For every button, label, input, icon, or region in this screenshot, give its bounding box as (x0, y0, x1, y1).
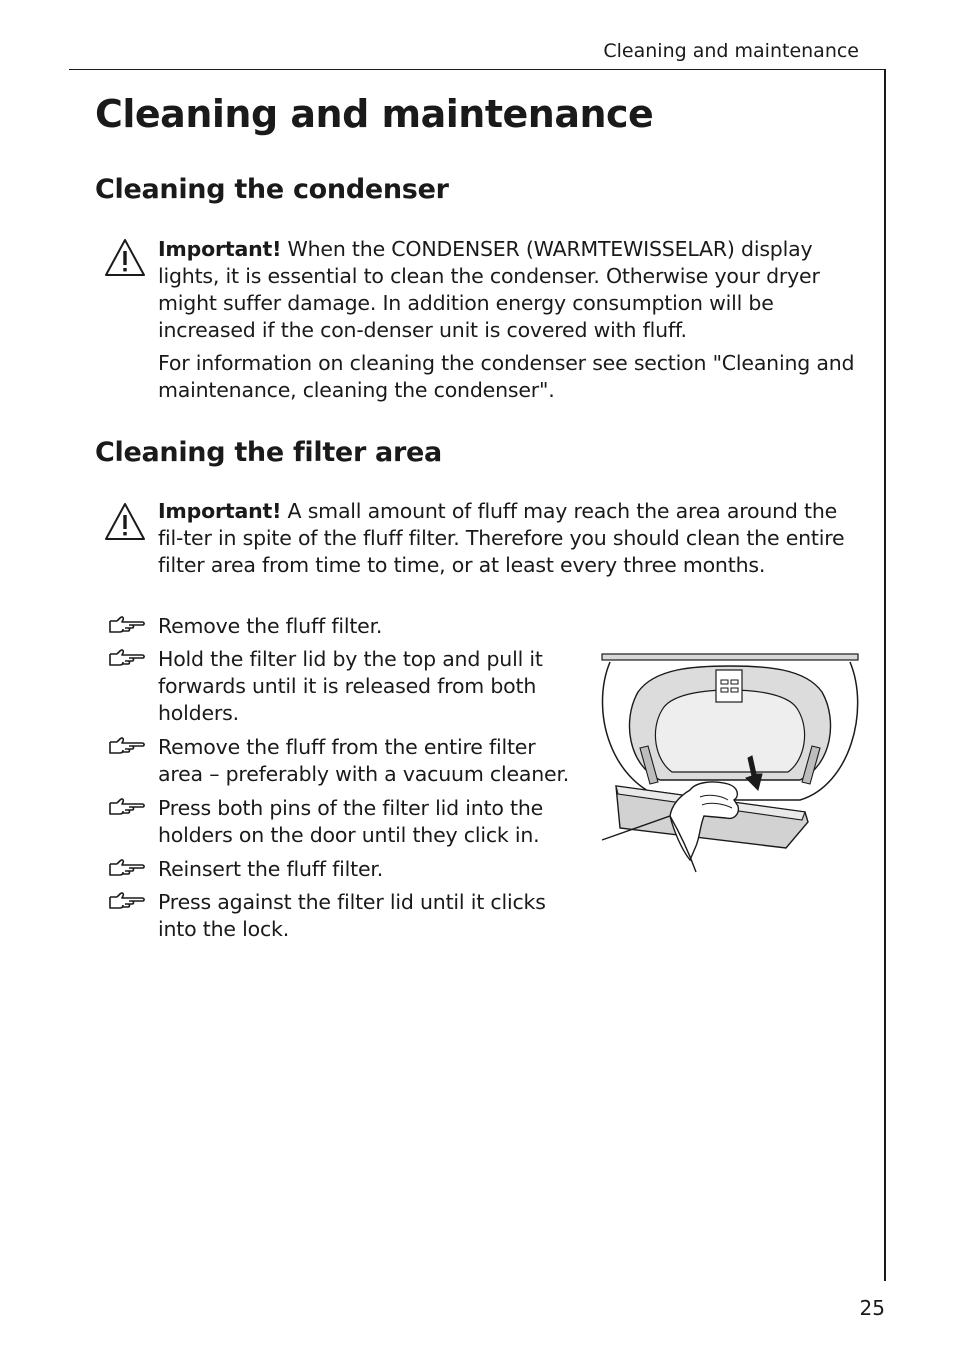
warning-text: When the CONDENSER (WARMTEWISSELAR) display lights, it is essential to clean the condenser. Otherwise your dryer might suffer damage. In addition energy consumption will be increased if the con-denser unit is covered with fluff. (158, 237, 820, 342)
warning-triangle-icon (104, 502, 146, 542)
margin-rule (884, 69, 886, 1281)
warning-lead: Important! (158, 499, 282, 523)
header-rule (69, 69, 886, 70)
running-header: Cleaning and maintenance (603, 40, 859, 62)
step-text: Hold the filter lid by the top and pull it forwards until it is released from both holders. (158, 647, 543, 725)
step-text: Reinsert the fluff filter. (158, 857, 384, 881)
filter-warning (158, 498, 858, 579)
warning-lead: Important! (158, 237, 282, 261)
warning-text: A small amount of fluff may reach the area around the fil-ter in spite of the fluff filter. Therefore you should clean the entire filter area from time to time, or at least every three months. (158, 499, 845, 577)
pointing-hand-icon (108, 858, 148, 878)
step-text: Press against the filter lid until it clicks into the lock. (158, 890, 546, 941)
pointing-hand-icon (108, 797, 148, 817)
page-number: 25 (859, 1296, 885, 1320)
page-title: Cleaning and maintenance (95, 92, 654, 136)
warning-triangle-icon (104, 238, 146, 278)
pointing-hand-icon (108, 615, 148, 635)
condenser-info: For information on cleaning the condenser see section "Cleaning and maintenance, cleaning the condenser". (158, 351, 855, 402)
pointing-hand-icon (108, 891, 148, 911)
pointing-hand-icon (108, 648, 148, 668)
filter-lid-illustration (600, 650, 860, 876)
step-text: Remove the fluff filter. (158, 614, 383, 638)
condenser-heading: Cleaning the condenser (95, 174, 449, 205)
pointing-hand-icon (108, 736, 148, 756)
condenser-warning (158, 236, 858, 344)
filter-heading: Cleaning the filter area (95, 437, 442, 468)
step-text: Press both pins of the filter lid into the holders on the door until they click in. (158, 796, 544, 847)
step-text: Remove the fluff from the entire filter area – preferably with a vacuum cleaner. (158, 735, 570, 786)
